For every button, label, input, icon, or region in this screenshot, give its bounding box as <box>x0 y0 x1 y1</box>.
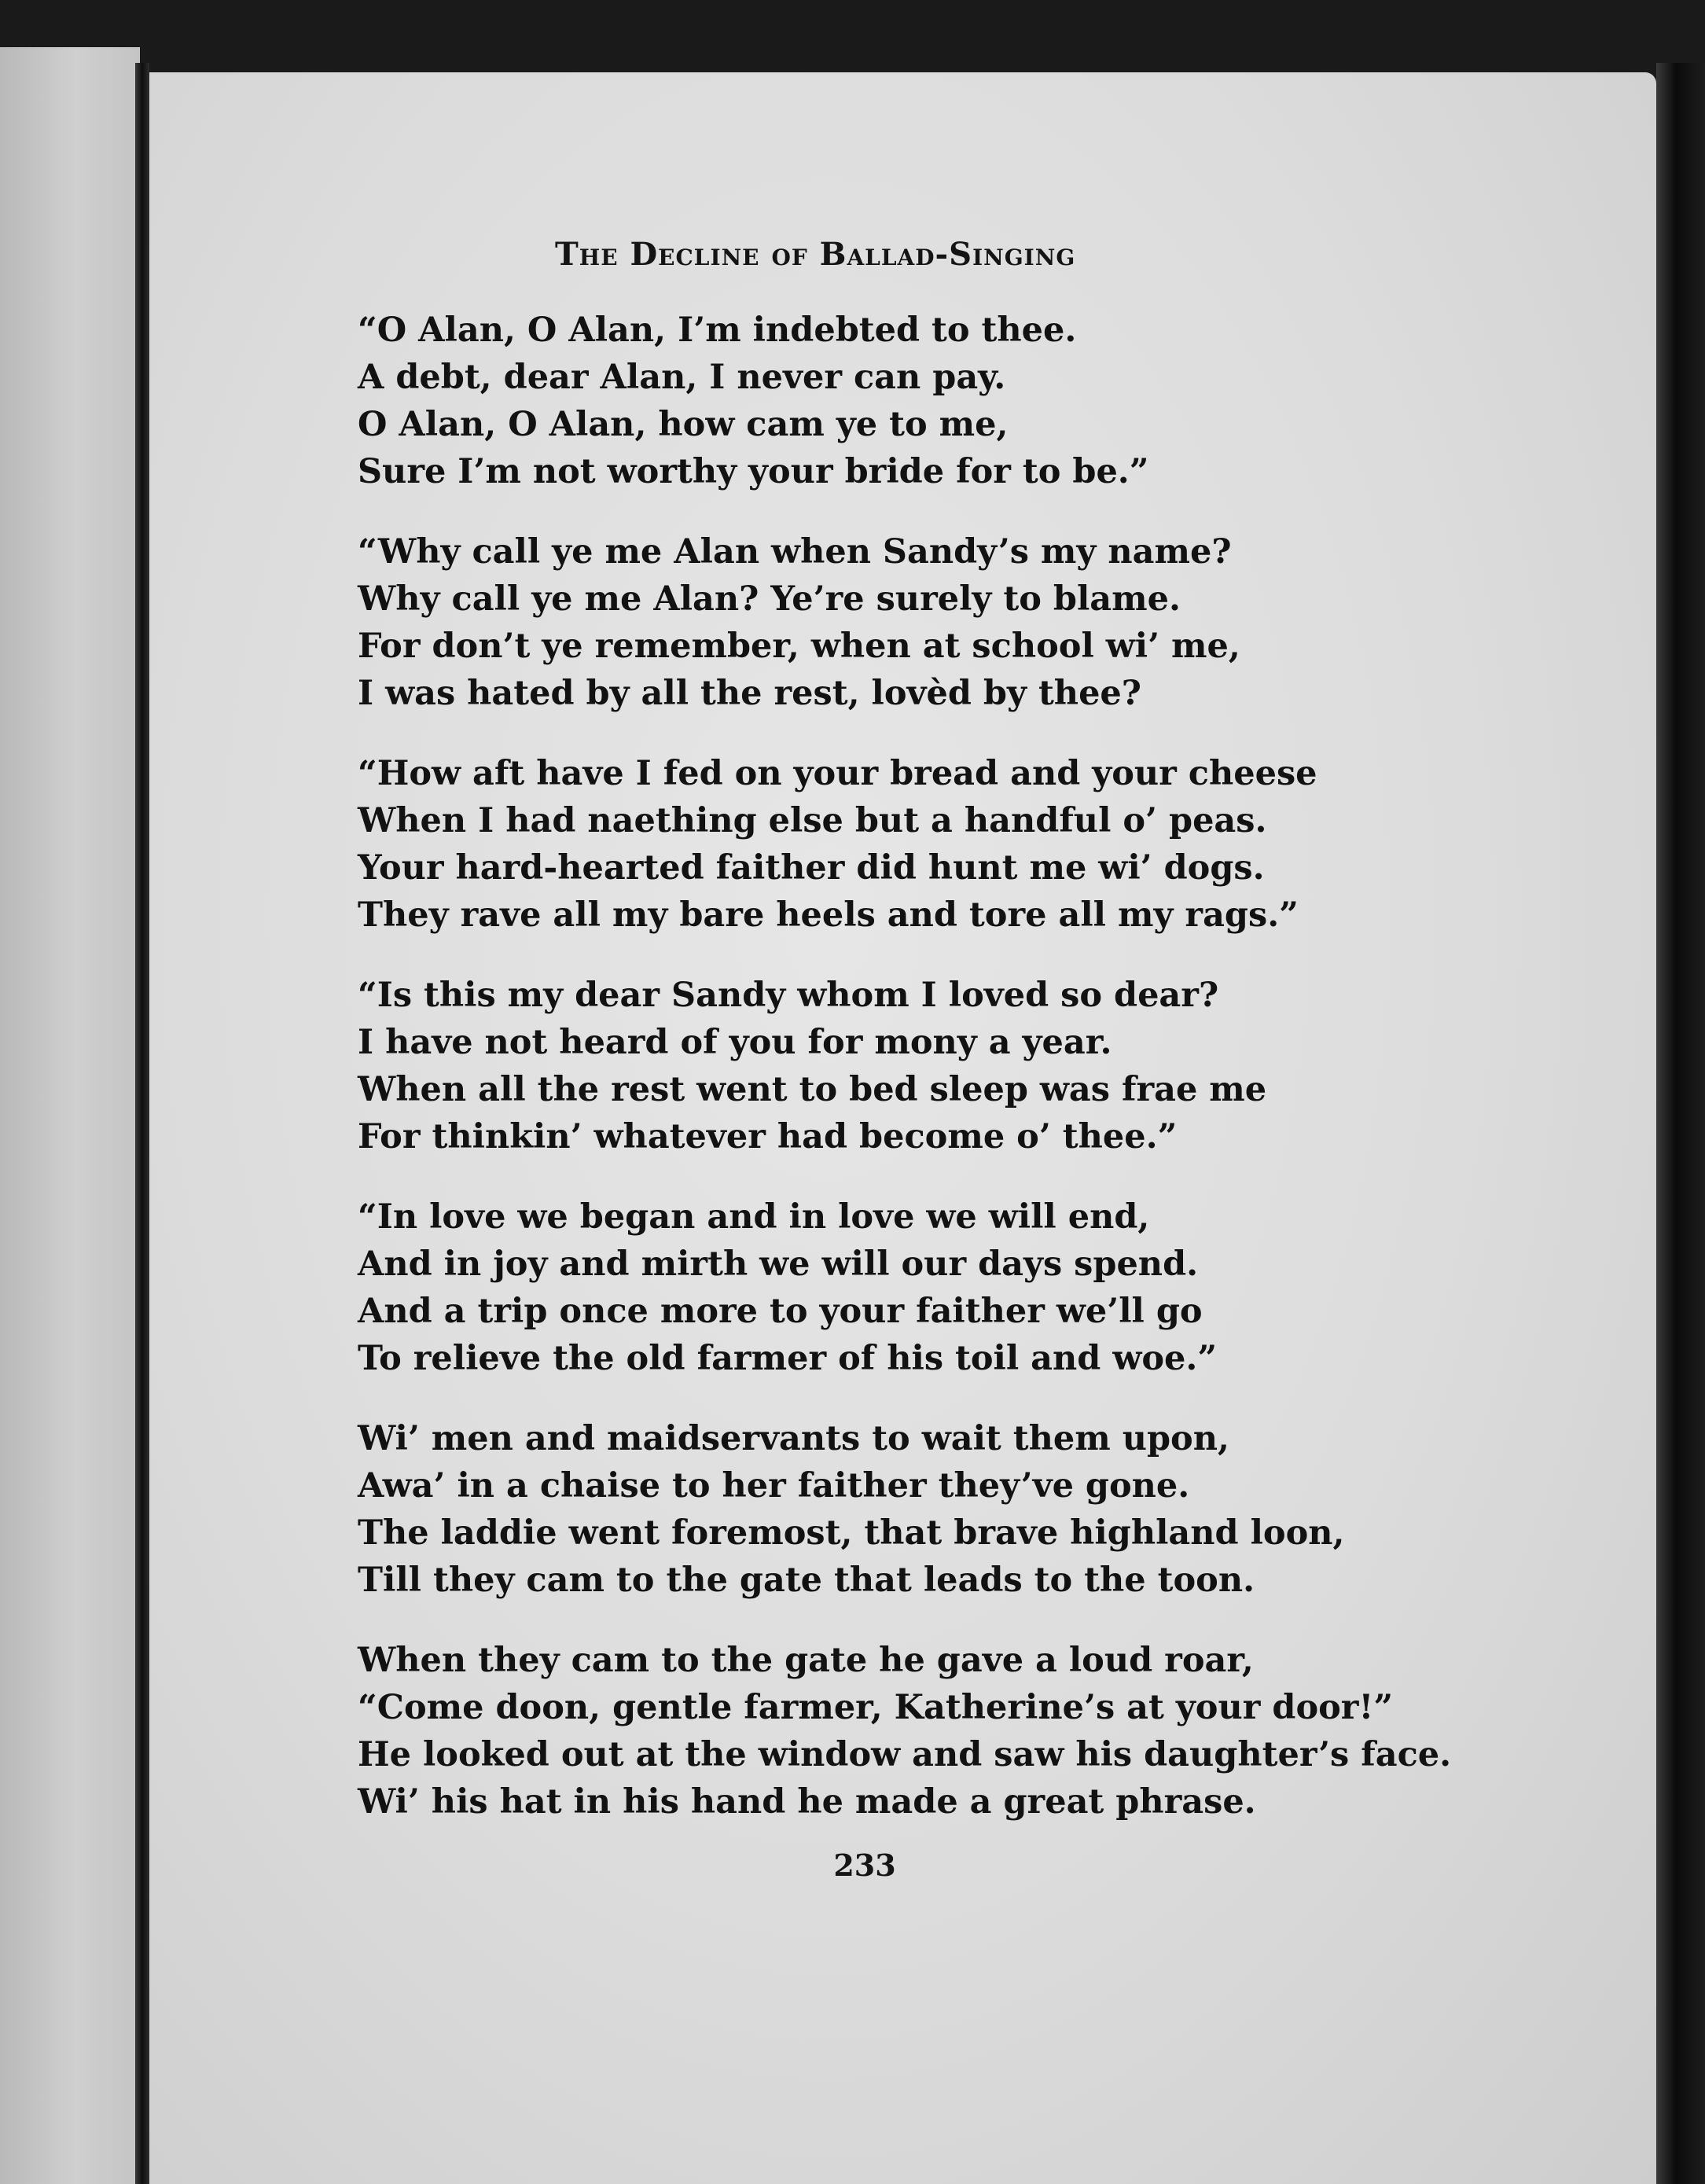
stanza <box>358 1637 1458 1826</box>
ballad-text <box>358 307 1458 1859</box>
verse-line: O Alan, O Alan, how cam ye to me, <box>358 405 1009 444</box>
verse-line: To relieve the old farmer of his toil and woe.” <box>358 1339 1218 1378</box>
stanza <box>358 1193 1458 1382</box>
running-head: The Decline of Ballad-Singing <box>555 236 1076 273</box>
facing-page-edge <box>0 47 140 2184</box>
page-fore-edge <box>1656 63 1705 2184</box>
verse-line: Why call ye me Alan? Ye’re surely to blame. <box>358 579 1181 619</box>
verse-line: When they cam to the gate he gave a loud roar, <box>358 1641 1254 1680</box>
verse-line: “How aft have I fed on your bread and your cheese <box>358 754 1317 793</box>
verse-line: I have not heard of you for mony a year. <box>358 1023 1112 1062</box>
verse-line: “In love we began and in love we will end, <box>358 1197 1150 1237</box>
verse-line: When all the rest went to bed sleep was frae me <box>358 1070 1267 1109</box>
verse-line: And a trip once more to your faither we’ll go <box>358 1292 1203 1331</box>
verse-line: Your hard-hearted faither did hunt me wi’ dogs. <box>358 848 1265 888</box>
stanza <box>358 750 1458 939</box>
page-number: 233 <box>833 1848 896 1883</box>
stanza <box>358 1415 1458 1604</box>
stanza <box>358 307 1458 495</box>
verse-line: Awa’ in a chaise to her faither they’ve gone. <box>358 1466 1190 1506</box>
verse-line: “Why call ye me Alan when Sandy’s my name? <box>358 532 1232 572</box>
verse-line: I was hated by all the rest, lovèd by thee? <box>358 674 1141 713</box>
verse-line: He looked out at the window and saw his daughter’s face. <box>358 1735 1452 1774</box>
verse-line: Wi’ men and maidservants to wait them upon, <box>358 1419 1229 1458</box>
verse-line: Sure I’m not worthy your bride for to be.” <box>358 452 1149 491</box>
verse-line: And in joy and mirth we will our days spend. <box>358 1245 1199 1284</box>
verse-line: They rave all my bare heels and tore all my rags.” <box>358 895 1299 935</box>
book-gutter <box>135 63 149 2184</box>
verse-line: “Come doon, gentle farmer, Katherine’s at your door!” <box>358 1688 1394 1727</box>
stanza <box>358 528 1458 717</box>
verse-line: When I had naething else but a handful o’ peas. <box>358 801 1267 840</box>
verse-line: “O Alan, O Alan, I’m indebted to thee. <box>358 311 1077 350</box>
verse-line: The laddie went foremost, that brave highland loon, <box>358 1513 1345 1553</box>
stanza <box>358 972 1458 1160</box>
verse-line: Till they cam to the gate that leads to the toon. <box>358 1561 1255 1600</box>
verse-line: Wi’ his hat in his hand he made a great phrase. <box>358 1782 1256 1822</box>
verse-line: For thinkin’ whatever had become o’ thee.” <box>358 1117 1178 1156</box>
verse-line: For don’t ye remember, when at school wi’ me, <box>358 627 1240 666</box>
verse-line: A debt, dear Alan, I never can pay. <box>358 358 1006 397</box>
verse-line: “Is this my dear Sandy whom I loved so dear? <box>358 976 1219 1015</box>
